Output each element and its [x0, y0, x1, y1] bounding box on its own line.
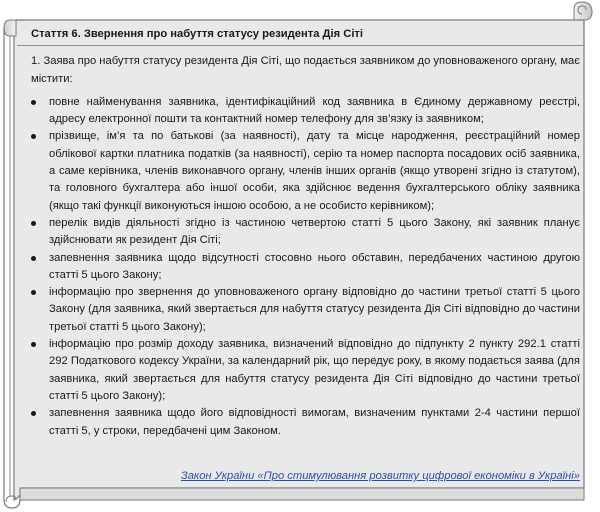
scroll-curl-top — [574, 2, 592, 20]
list-item: перелік видів діяльності згідно із частиною четвертою статті 5 цього Закону, які заявник планує здійснювати як резидент Дія Сіті; — [31, 215, 580, 250]
bullet-icon — [31, 411, 36, 416]
bullet-icon — [31, 290, 36, 295]
title-divider — [17, 45, 585, 46]
requirements-list — [31, 94, 580, 440]
bullet-icon — [31, 342, 36, 347]
bullet-icon — [31, 134, 36, 139]
bullet-icon — [31, 100, 36, 105]
article-paragraph: 1. Заява про набуття статусу резидента Дія Сіті, що подається заявником до уповноваженого органу, має містити: — [31, 55, 580, 85]
scroll-curl-bottom — [20, 488, 584, 500]
list-item: запевнення заявника щодо його відповідності вимогам, визначеним пунктами 2-4 частини першої статті 5, у строки, передбачені цим Законом. — [31, 405, 580, 440]
list-item: повне найменування заявника, ідентифікаційний код заявника в Єдиному державному реєстрі, адресу електронної пошти та контактний номер телефону для зв’язку із заявником; — [31, 94, 580, 129]
bullet-icon — [31, 221, 36, 226]
list-item: інформацію про звернення до уповноваженого органу відповідно до частини третьої статті 5 цього Закону (для заявника, який звертається для набуття статусу резидента Дія Сіті відповідно до частини третьої статті 5 цього Закону); — [31, 284, 580, 336]
source-law-link[interactable]: Закон України «Про стимулювання розвитку цифрової економіки в Україні» — [180, 470, 580, 482]
list-item: інформацію про розмір доходу заявника, визначений відповідно до підпункту 2 пункту 292.1 статті 292 Податкового кодексу України, за календарний рік, що передує року, в якому подається заява (для заявника, який звертається для набуття статусу резидента Дія Сіті відповідно до частини третьої статті 5 цього Закону); — [31, 336, 580, 405]
article-content — [31, 26, 580, 486]
scroll-curl-left — [4, 20, 16, 36]
list-item: запевнення заявника щодо відсутності стосовно нього обставин, передбачених частиною другою статті 5 цього Закону; — [31, 250, 580, 285]
bullet-icon — [31, 256, 36, 261]
article-title: Стаття 6. Звернення про набуття статусу резидента Дія Сіті — [31, 28, 364, 40]
list-item: прізвище, ім’я та по батькові (за наявності), дату та місце народження, реєстраційний номер облікової картки платника податків (за наявності), серію та номер паспорта посадових осіб заявника, а саме керівника, членів виконавчого органу, членів інших органів (якщо утворені згідно із статутом), та головного бухгалтера або іншої особи, яка здійснює ведення бухгалтерського обліку заявника (якщо такі функції виконуються іншою особою, а не особисто керівником); — [31, 128, 580, 214]
